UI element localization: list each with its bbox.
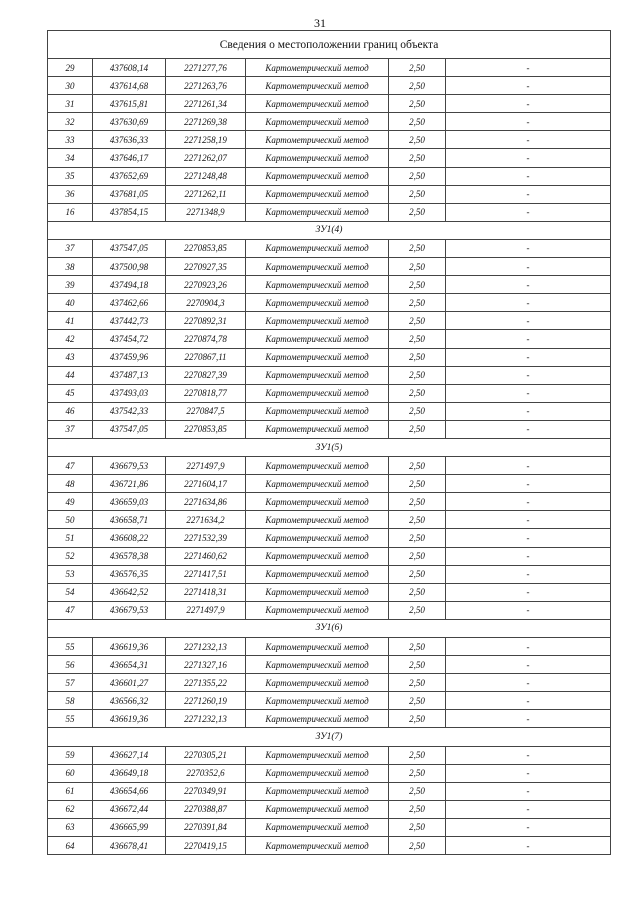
accuracy: 2,50 xyxy=(389,475,446,493)
description: - xyxy=(446,638,611,656)
table-row xyxy=(48,800,611,818)
x-coordinate: 436627,14 xyxy=(93,746,166,764)
point-number: 37 xyxy=(48,420,93,438)
description: - xyxy=(446,276,611,294)
point-number: 47 xyxy=(48,457,93,475)
x-coordinate: 436601,27 xyxy=(93,674,166,692)
description: - xyxy=(446,258,611,276)
accuracy: 2,50 xyxy=(389,312,446,330)
description: - xyxy=(446,149,611,167)
accuracy: 2,50 xyxy=(389,95,446,113)
table-row xyxy=(48,167,611,185)
x-coordinate: 437615,81 xyxy=(93,95,166,113)
x-coordinate: 437652,69 xyxy=(93,167,166,185)
y-coordinate: 2270923,26 xyxy=(166,276,246,294)
table-row xyxy=(48,692,611,710)
point-number: 53 xyxy=(48,565,93,583)
y-coordinate: 2271277,76 xyxy=(166,59,246,77)
section-label: ЗУ1(7) xyxy=(48,728,611,746)
description: - xyxy=(446,384,611,402)
y-coordinate: 2271262,11 xyxy=(166,185,246,203)
method: Картометрический метод xyxy=(246,565,389,583)
accuracy: 2,50 xyxy=(389,366,446,384)
y-coordinate: 2271263,76 xyxy=(166,77,246,95)
x-coordinate: 436659,03 xyxy=(93,493,166,511)
accuracy: 2,50 xyxy=(389,782,446,800)
table-row xyxy=(48,583,611,601)
method: Картометрический метод xyxy=(246,475,389,493)
accuracy: 2,50 xyxy=(389,294,446,312)
table-row xyxy=(48,113,611,131)
method: Картометрический метод xyxy=(246,149,389,167)
method: Картометрический метод xyxy=(246,837,389,855)
method: Картометрический метод xyxy=(246,276,389,294)
table-row xyxy=(48,258,611,276)
method: Картометрический метод xyxy=(246,674,389,692)
y-coordinate: 2271262,07 xyxy=(166,149,246,167)
table-row xyxy=(48,457,611,475)
y-coordinate: 2271417,51 xyxy=(166,565,246,583)
method: Картометрический метод xyxy=(246,800,389,818)
point-number: 54 xyxy=(48,583,93,601)
table-row xyxy=(48,818,611,836)
y-coordinate: 2270853,85 xyxy=(166,420,246,438)
table-row xyxy=(48,330,611,348)
description: - xyxy=(446,167,611,185)
table-row xyxy=(48,348,611,366)
x-coordinate: 436654,66 xyxy=(93,782,166,800)
x-coordinate: 437493,03 xyxy=(93,384,166,402)
section-label: ЗУ1(5) xyxy=(48,438,611,456)
point-number: 45 xyxy=(48,384,93,402)
table-row xyxy=(48,710,611,728)
table-row xyxy=(48,511,611,529)
accuracy: 2,50 xyxy=(389,384,446,402)
x-coordinate: 437547,05 xyxy=(93,420,166,438)
point-number: 61 xyxy=(48,782,93,800)
table-row xyxy=(48,402,611,420)
table-row xyxy=(48,276,611,294)
y-coordinate: 2270352,6 xyxy=(166,764,246,782)
y-coordinate: 2271418,31 xyxy=(166,583,246,601)
accuracy: 2,50 xyxy=(389,258,446,276)
x-coordinate: 437454,72 xyxy=(93,330,166,348)
method: Картометрический метод xyxy=(246,77,389,95)
y-coordinate: 2270904,3 xyxy=(166,294,246,312)
accuracy: 2,50 xyxy=(389,239,446,257)
description: - xyxy=(446,59,611,77)
table-row xyxy=(48,203,611,221)
accuracy: 2,50 xyxy=(389,149,446,167)
point-number: 34 xyxy=(48,149,93,167)
description: - xyxy=(446,185,611,203)
method: Картометрический метод xyxy=(246,692,389,710)
table-row xyxy=(48,547,611,565)
point-number: 39 xyxy=(48,276,93,294)
boundary-coordinates-table xyxy=(47,30,611,855)
description: - xyxy=(446,601,611,619)
method: Картометрический метод xyxy=(246,782,389,800)
table-row xyxy=(48,837,611,855)
table-body xyxy=(48,31,611,855)
table-row xyxy=(48,185,611,203)
x-coordinate: 437681,05 xyxy=(93,185,166,203)
accuracy: 2,50 xyxy=(389,837,446,855)
x-coordinate: 436642,52 xyxy=(93,583,166,601)
x-coordinate: 436619,36 xyxy=(93,638,166,656)
point-number: 30 xyxy=(48,77,93,95)
description: - xyxy=(446,565,611,583)
description: - xyxy=(446,402,611,420)
y-coordinate: 2271604,17 xyxy=(166,475,246,493)
x-coordinate: 436665,99 xyxy=(93,818,166,836)
method: Картометрический метод xyxy=(246,131,389,149)
point-number: 49 xyxy=(48,493,93,511)
y-coordinate: 2270305,21 xyxy=(166,746,246,764)
point-number: 57 xyxy=(48,674,93,692)
y-coordinate: 2271532,39 xyxy=(166,529,246,547)
table-title-row xyxy=(48,31,611,59)
y-coordinate: 2271232,13 xyxy=(166,638,246,656)
accuracy: 2,50 xyxy=(389,493,446,511)
y-coordinate: 2271460,62 xyxy=(166,547,246,565)
section-row xyxy=(48,728,611,746)
description: - xyxy=(446,782,611,800)
y-coordinate: 2271348,9 xyxy=(166,203,246,221)
y-coordinate: 2270867,11 xyxy=(166,348,246,366)
description: - xyxy=(446,95,611,113)
accuracy: 2,50 xyxy=(389,710,446,728)
accuracy: 2,50 xyxy=(389,457,446,475)
method: Картометрический метод xyxy=(246,294,389,312)
point-number: 59 xyxy=(48,746,93,764)
method: Картометрический метод xyxy=(246,330,389,348)
section-row xyxy=(48,619,611,637)
x-coordinate: 437854,15 xyxy=(93,203,166,221)
x-coordinate: 436679,53 xyxy=(93,457,166,475)
description: - xyxy=(446,511,611,529)
point-number: 29 xyxy=(48,59,93,77)
table-row xyxy=(48,565,611,583)
point-number: 58 xyxy=(48,692,93,710)
x-coordinate: 437547,05 xyxy=(93,239,166,257)
point-number: 64 xyxy=(48,837,93,855)
table-row xyxy=(48,95,611,113)
description: - xyxy=(446,674,611,692)
x-coordinate: 437442,73 xyxy=(93,312,166,330)
method: Картометрический метод xyxy=(246,710,389,728)
description: - xyxy=(446,764,611,782)
accuracy: 2,50 xyxy=(389,656,446,674)
description: - xyxy=(446,420,611,438)
section-label: ЗУ1(6) xyxy=(48,619,611,637)
method: Картометрический метод xyxy=(246,547,389,565)
y-coordinate: 2270349,91 xyxy=(166,782,246,800)
description: - xyxy=(446,366,611,384)
point-number: 55 xyxy=(48,710,93,728)
method: Картометрический метод xyxy=(246,601,389,619)
description: - xyxy=(446,818,611,836)
description: - xyxy=(446,529,611,547)
method: Картометрический метод xyxy=(246,258,389,276)
point-number: 35 xyxy=(48,167,93,185)
point-number: 48 xyxy=(48,475,93,493)
x-coordinate: 437494,18 xyxy=(93,276,166,294)
y-coordinate: 2271232,13 xyxy=(166,710,246,728)
x-coordinate: 437542,33 xyxy=(93,402,166,420)
description: - xyxy=(446,203,611,221)
description: - xyxy=(446,837,611,855)
x-coordinate: 436678,41 xyxy=(93,837,166,855)
point-number: 50 xyxy=(48,511,93,529)
accuracy: 2,50 xyxy=(389,203,446,221)
description: - xyxy=(446,475,611,493)
accuracy: 2,50 xyxy=(389,692,446,710)
x-coordinate: 437614,68 xyxy=(93,77,166,95)
method: Картометрический метод xyxy=(246,402,389,420)
accuracy: 2,50 xyxy=(389,800,446,818)
point-number: 55 xyxy=(48,638,93,656)
point-number: 44 xyxy=(48,366,93,384)
x-coordinate: 436578,38 xyxy=(93,547,166,565)
point-number: 32 xyxy=(48,113,93,131)
description: - xyxy=(446,294,611,312)
y-coordinate: 2270874,78 xyxy=(166,330,246,348)
point-number: 43 xyxy=(48,348,93,366)
section-label: ЗУ1(4) xyxy=(48,221,611,239)
accuracy: 2,50 xyxy=(389,529,446,547)
point-number: 16 xyxy=(48,203,93,221)
x-coordinate: 436672,44 xyxy=(93,800,166,818)
point-number: 46 xyxy=(48,402,93,420)
x-coordinate: 437608,14 xyxy=(93,59,166,77)
table-row xyxy=(48,384,611,402)
accuracy: 2,50 xyxy=(389,511,446,529)
description: - xyxy=(446,330,611,348)
method: Картометрический метод xyxy=(246,746,389,764)
y-coordinate: 2270818,77 xyxy=(166,384,246,402)
description: - xyxy=(446,800,611,818)
table-row xyxy=(48,475,611,493)
point-number: 62 xyxy=(48,800,93,818)
table-row xyxy=(48,77,611,95)
accuracy: 2,50 xyxy=(389,113,446,131)
point-number: 40 xyxy=(48,294,93,312)
accuracy: 2,50 xyxy=(389,764,446,782)
y-coordinate: 2271634,86 xyxy=(166,493,246,511)
table-row xyxy=(48,131,611,149)
method: Картометрический метод xyxy=(246,656,389,674)
table-row xyxy=(48,312,611,330)
y-coordinate: 2270892,31 xyxy=(166,312,246,330)
method: Картометрический метод xyxy=(246,529,389,547)
description: - xyxy=(446,746,611,764)
method: Картометрический метод xyxy=(246,203,389,221)
point-number: 52 xyxy=(48,547,93,565)
method: Картометрический метод xyxy=(246,764,389,782)
description: - xyxy=(446,583,611,601)
x-coordinate: 436619,36 xyxy=(93,710,166,728)
y-coordinate: 2271269,38 xyxy=(166,113,246,131)
table-row xyxy=(48,674,611,692)
method: Картометрический метод xyxy=(246,493,389,511)
description: - xyxy=(446,656,611,674)
accuracy: 2,50 xyxy=(389,185,446,203)
method: Картометрический метод xyxy=(246,384,389,402)
table-row xyxy=(48,656,611,674)
table-row xyxy=(48,529,611,547)
table-title: Сведения о местоположении границ объекта xyxy=(48,31,611,59)
description: - xyxy=(446,547,611,565)
accuracy: 2,50 xyxy=(389,638,446,656)
point-number: 33 xyxy=(48,131,93,149)
page-number: 31 xyxy=(314,16,326,30)
accuracy: 2,50 xyxy=(389,59,446,77)
description: - xyxy=(446,493,611,511)
table-row xyxy=(48,764,611,782)
table-row xyxy=(48,366,611,384)
point-number: 42 xyxy=(48,330,93,348)
y-coordinate: 2271327,16 xyxy=(166,656,246,674)
point-number: 47 xyxy=(48,601,93,619)
method: Картометрический метод xyxy=(246,818,389,836)
point-number: 37 xyxy=(48,239,93,257)
description: - xyxy=(446,113,611,131)
table-row xyxy=(48,493,611,511)
table-row xyxy=(48,746,611,764)
x-coordinate: 436649,18 xyxy=(93,764,166,782)
y-coordinate: 2270847,5 xyxy=(166,402,246,420)
table-row xyxy=(48,601,611,619)
y-coordinate: 2270419,15 xyxy=(166,837,246,855)
y-coordinate: 2270927,35 xyxy=(166,258,246,276)
accuracy: 2,50 xyxy=(389,167,446,185)
description: - xyxy=(446,77,611,95)
point-number: 36 xyxy=(48,185,93,203)
x-coordinate: 436721,86 xyxy=(93,475,166,493)
y-coordinate: 2270391,84 xyxy=(166,818,246,836)
accuracy: 2,50 xyxy=(389,330,446,348)
table-row xyxy=(48,420,611,438)
method: Картометрический метод xyxy=(246,239,389,257)
table-row xyxy=(48,294,611,312)
method: Картометрический метод xyxy=(246,583,389,601)
point-number: 56 xyxy=(48,656,93,674)
point-number: 38 xyxy=(48,258,93,276)
x-coordinate: 436608,22 xyxy=(93,529,166,547)
accuracy: 2,50 xyxy=(389,674,446,692)
description: - xyxy=(446,710,611,728)
x-coordinate: 437500,98 xyxy=(93,258,166,276)
accuracy: 2,50 xyxy=(389,348,446,366)
y-coordinate: 2271260,19 xyxy=(166,692,246,710)
y-coordinate: 2271248,48 xyxy=(166,167,246,185)
table-row xyxy=(48,149,611,167)
x-coordinate: 436576,35 xyxy=(93,565,166,583)
x-coordinate: 437462,66 xyxy=(93,294,166,312)
accuracy: 2,50 xyxy=(389,746,446,764)
point-number: 41 xyxy=(48,312,93,330)
method: Картометрический метод xyxy=(246,366,389,384)
accuracy: 2,50 xyxy=(389,565,446,583)
accuracy: 2,50 xyxy=(389,583,446,601)
y-coordinate: 2271261,34 xyxy=(166,95,246,113)
x-coordinate: 436654,31 xyxy=(93,656,166,674)
method: Картометрический метод xyxy=(246,420,389,438)
accuracy: 2,50 xyxy=(389,276,446,294)
accuracy: 2,50 xyxy=(389,131,446,149)
description: - xyxy=(446,457,611,475)
method: Картометрический метод xyxy=(246,348,389,366)
method: Картометрический метод xyxy=(246,113,389,131)
accuracy: 2,50 xyxy=(389,77,446,95)
accuracy: 2,50 xyxy=(389,601,446,619)
table-row xyxy=(48,59,611,77)
section-row xyxy=(48,438,611,456)
accuracy: 2,50 xyxy=(389,547,446,565)
x-coordinate: 437630,69 xyxy=(93,113,166,131)
x-coordinate: 436658,71 xyxy=(93,511,166,529)
y-coordinate: 2271355,22 xyxy=(166,674,246,692)
description: - xyxy=(446,239,611,257)
description: - xyxy=(446,348,611,366)
point-number: 51 xyxy=(48,529,93,547)
description: - xyxy=(446,131,611,149)
point-number: 63 xyxy=(48,818,93,836)
table-row xyxy=(48,239,611,257)
point-number: 31 xyxy=(48,95,93,113)
method: Картометрический метод xyxy=(246,95,389,113)
method: Картометрический метод xyxy=(246,511,389,529)
y-coordinate: 2271497,9 xyxy=(166,601,246,619)
x-coordinate: 437459,96 xyxy=(93,348,166,366)
section-row xyxy=(48,221,611,239)
method: Картометрический метод xyxy=(246,167,389,185)
description: - xyxy=(446,312,611,330)
x-coordinate: 436566,32 xyxy=(93,692,166,710)
method: Картометрический метод xyxy=(246,59,389,77)
y-coordinate: 2270388,87 xyxy=(166,800,246,818)
accuracy: 2,50 xyxy=(389,402,446,420)
y-coordinate: 2271497,9 xyxy=(166,457,246,475)
method: Картометрический метод xyxy=(246,185,389,203)
y-coordinate: 2270827,39 xyxy=(166,366,246,384)
accuracy: 2,50 xyxy=(389,420,446,438)
method: Картометрический метод xyxy=(246,638,389,656)
table-row xyxy=(48,638,611,656)
y-coordinate: 2271258,19 xyxy=(166,131,246,149)
y-coordinate: 2271634,2 xyxy=(166,511,246,529)
point-number: 60 xyxy=(48,764,93,782)
x-coordinate: 437646,17 xyxy=(93,149,166,167)
method: Картометрический метод xyxy=(246,312,389,330)
description: - xyxy=(446,692,611,710)
x-coordinate: 437636,33 xyxy=(93,131,166,149)
table-row xyxy=(48,782,611,800)
x-coordinate: 436679,53 xyxy=(93,601,166,619)
y-coordinate: 2270853,85 xyxy=(166,239,246,257)
accuracy: 2,50 xyxy=(389,818,446,836)
x-coordinate: 437487,13 xyxy=(93,366,166,384)
method: Картометрический метод xyxy=(246,457,389,475)
